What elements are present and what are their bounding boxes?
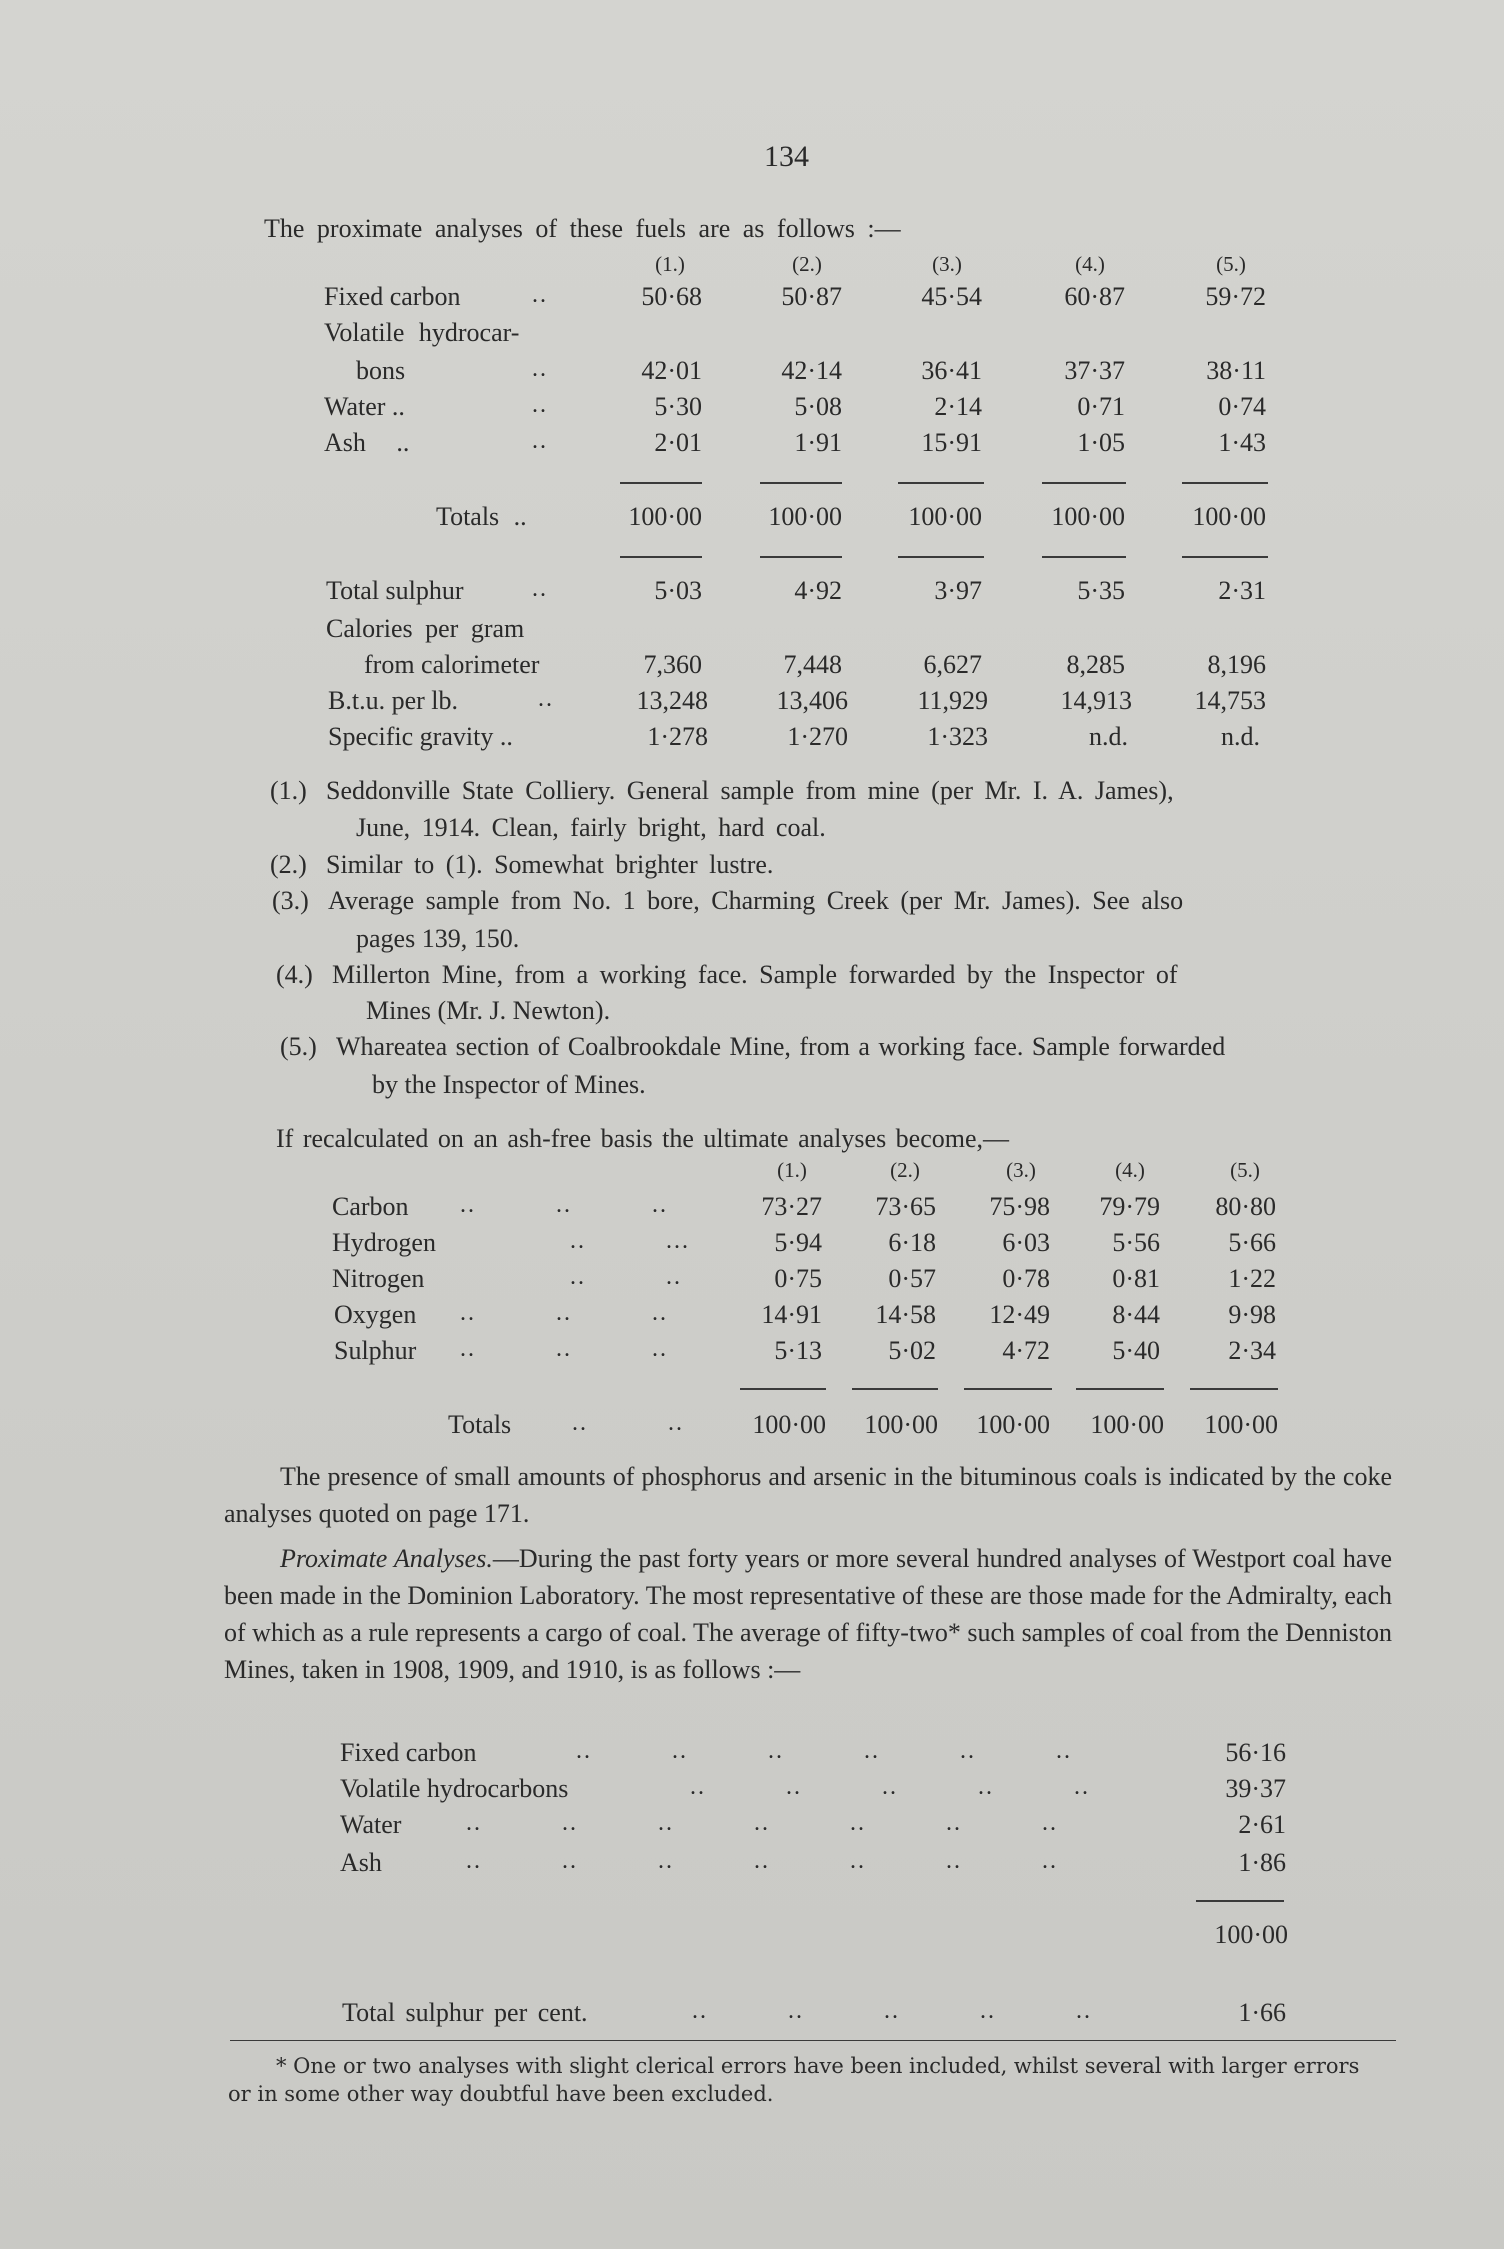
- table-cell: 0·71: [1077, 392, 1125, 421]
- row-label: Total sulphur: [326, 576, 464, 605]
- note-number: (2.): [270, 850, 307, 879]
- note-text: by the Inspector of Mines.: [372, 1070, 646, 1099]
- table-cell: 60·87: [1064, 282, 1125, 311]
- column-header: (2.): [890, 1158, 920, 1182]
- row-label: B.t.u. per lb.: [328, 686, 458, 715]
- table-cell: 42·01: [641, 356, 702, 385]
- paragraph-heading: Proximate Analyses.: [280, 1544, 493, 1573]
- column-rule: [1042, 482, 1126, 484]
- table-cell: 0·81: [1112, 1264, 1160, 1293]
- table-cell: 0·74: [1218, 392, 1266, 421]
- column-header: (3.): [1006, 1158, 1036, 1182]
- column-rule: [964, 1388, 1052, 1390]
- column-rule: [1182, 556, 1268, 558]
- table-cell: 80·80: [1215, 1192, 1276, 1221]
- column-rule: [1196, 1900, 1284, 1902]
- row-label: Total sulphur per cent.: [342, 1998, 588, 2027]
- table-cell: 13,406: [776, 686, 848, 715]
- table-cell: 37·37: [1064, 356, 1125, 385]
- table-cell: 1·270: [787, 722, 848, 751]
- leader-dots: .. .. .. .. ..: [690, 1774, 1090, 1800]
- totals-cell: 100·00: [1090, 1410, 1164, 1439]
- row-label: Carbon: [332, 1192, 409, 1221]
- page-number: 134: [764, 140, 809, 173]
- row-label: Hydrogen: [332, 1228, 436, 1257]
- note-number: (3.): [272, 886, 309, 915]
- table-cell: 8,285: [1066, 650, 1125, 679]
- leader-dots: .. .. .. .. .. .. ..: [466, 1848, 1058, 1874]
- leader-dots: ..: [532, 356, 548, 382]
- table-cell: 5·13: [774, 1336, 822, 1365]
- table-cell: n.d.: [1221, 722, 1260, 751]
- column-rule: [1190, 1388, 1278, 1390]
- column-rule: [620, 482, 702, 484]
- table-cell: 1·22: [1228, 1264, 1276, 1293]
- note-text: Seddonville State Colliery. General sample from mine (per Mr. I. A. James),: [326, 776, 1174, 805]
- table-cell: 5·40: [1112, 1336, 1160, 1365]
- column-rule: [852, 1388, 938, 1390]
- footnote-rule: [230, 2040, 1396, 2041]
- row-label: Calories per gram: [326, 614, 525, 643]
- leader-dots: ..: [532, 576, 548, 602]
- column-rule: [1182, 482, 1268, 484]
- totals-cell: 100·00: [752, 1410, 826, 1439]
- table-cell: 1·91: [794, 428, 842, 457]
- note-text: Average sample from No. 1 bore, Charming Creek (per Mr. James). See also: [328, 886, 1184, 915]
- table-cell: 7,448: [783, 650, 842, 679]
- footnote-text: * One or two analyses with slight clerical errors have been included, whilst several with larger errors: [276, 2054, 1360, 2078]
- note-text: Mines (Mr. J. Newton).: [366, 996, 611, 1025]
- table-cell: 56·16: [1225, 1738, 1286, 1767]
- table-cell: 1·86: [1238, 1848, 1286, 1877]
- table-cell: 79·79: [1099, 1192, 1160, 1221]
- table-cell: 1·66: [1238, 1998, 1286, 2027]
- totals-label: Totals: [448, 1410, 512, 1439]
- table-cell: 5·94: [774, 1228, 822, 1257]
- column-rule: [620, 556, 702, 558]
- column-header: (1.): [655, 252, 685, 276]
- table-cell: 12·49: [989, 1300, 1050, 1329]
- totals-cell: 100·00: [768, 502, 842, 531]
- column-rule: [898, 556, 984, 558]
- note-number: (4.): [276, 960, 313, 989]
- row-label: Volatile hydrocarbons: [340, 1774, 569, 1803]
- row-label: from calorimeter: [364, 650, 540, 679]
- column-header: (2.): [792, 252, 822, 276]
- note-text: June, 1914. Clean, fairly bright, hard coal.: [356, 813, 826, 842]
- note-number: (1.): [270, 776, 307, 805]
- table-cell: 4·92: [794, 576, 842, 605]
- row-label: Specific gravity ..: [328, 722, 513, 751]
- totals-cell: 100·00: [864, 1410, 938, 1439]
- table-cell: 5·56: [1112, 1228, 1160, 1257]
- note-text: Whareatea section of Coalbrookdale Mine, from a working face. Sample forwarded: [336, 1032, 1226, 1061]
- table-cell: 73·27: [761, 1192, 822, 1221]
- table-cell: 2·14: [934, 392, 982, 421]
- column-header: (3.): [932, 252, 962, 276]
- totals-cell: 100·00: [1214, 1920, 1288, 1949]
- table-cell: 14·91: [761, 1300, 822, 1329]
- totals-cell: 100·00: [908, 502, 982, 531]
- table-cell: 0·78: [1002, 1264, 1050, 1293]
- table-cell: 2·34: [1228, 1336, 1276, 1365]
- column-rule: [1042, 556, 1126, 558]
- leader-dots: .. ...: [570, 1228, 690, 1254]
- column-rule: [760, 556, 842, 558]
- table-cell: 9·98: [1228, 1300, 1276, 1329]
- leader-dots: ..: [532, 392, 548, 418]
- leader-dots: .. ..: [570, 1264, 682, 1290]
- table-cell: 0·57: [888, 1264, 936, 1293]
- table-cell: 13,248: [636, 686, 708, 715]
- table-cell: 38·11: [1206, 356, 1266, 385]
- note-text: pages 139, 150.: [356, 924, 520, 953]
- table-cell: 2·61: [1238, 1810, 1286, 1839]
- row-label: Water: [340, 1810, 402, 1839]
- table-cell: 42·14: [781, 356, 842, 385]
- leader-dots: .. .. .. .. .. ..: [576, 1738, 1072, 1764]
- table-cell: 5·35: [1077, 576, 1125, 605]
- table-cell: 5·30: [654, 392, 702, 421]
- table-cell: 73·65: [875, 1192, 936, 1221]
- leader-dots: ..: [532, 282, 548, 308]
- column-header: (5.): [1216, 252, 1246, 276]
- table-cell: 14·58: [875, 1300, 936, 1329]
- table-cell: 1·43: [1218, 428, 1266, 457]
- leader-dots: .. .. ..: [460, 1336, 668, 1362]
- column-rule: [760, 482, 842, 484]
- table-cell: 2·31: [1218, 576, 1266, 605]
- note-text: Millerton Mine, from a working face. Sample forwarded by the Inspector of: [332, 960, 1178, 989]
- table-cell: 15·91: [921, 428, 982, 457]
- leader-dots: .. .. .. .. ..: [692, 1998, 1092, 2024]
- table-cell: 45·54: [921, 282, 982, 311]
- table-cell: 14,913: [1060, 686, 1132, 715]
- leader-dots: .. ..: [572, 1410, 684, 1436]
- row-label: Fixed carbon: [324, 282, 461, 311]
- table-cell: 4·72: [1002, 1336, 1050, 1365]
- column-rule: [740, 1388, 826, 1390]
- table-cell: 1·323: [927, 722, 988, 751]
- paragraph-body: —During the past forty years or more several hundred analyses of Westport coal have been made in the Dominion Laboratory. The most representative of these are those made for the Admiralty, each of which as a rule represents a cargo of coal. The average of fifty-two* such samples of coal from the Denniston Mines, taken in 1908, 1909, and 1910, is as follows :—: [224, 1544, 1392, 1684]
- proximate-intro: The proximate analyses of these fuels are as follows :—: [264, 214, 901, 243]
- leader-dots: .. .. ..: [460, 1192, 668, 1218]
- note-text: Similar to (1). Somewhat brighter lustre.: [326, 850, 774, 879]
- table-cell: 8·44: [1112, 1300, 1160, 1329]
- table-cell: 5·03: [654, 576, 702, 605]
- column-header: (1.): [777, 1158, 807, 1182]
- ultimate-intro: If recalculated on an ash-free basis the ultimate analyses become,—: [276, 1124, 1010, 1153]
- totals-cell: 100·00: [1204, 1410, 1278, 1439]
- paragraph-proximate-analyses: [224, 1540, 1392, 1688]
- table-cell: 6·03: [1002, 1228, 1050, 1257]
- table-cell: 59·72: [1205, 282, 1266, 311]
- leader-dots: ..: [532, 428, 548, 454]
- table-cell: 14,753: [1194, 686, 1266, 715]
- column-header: (4.): [1115, 1158, 1145, 1182]
- table-cell: 7,360: [643, 650, 702, 679]
- row-label: Fixed carbon: [340, 1738, 477, 1767]
- row-label: Ash ..: [324, 428, 410, 457]
- table-cell: 36·41: [921, 356, 982, 385]
- table-cell: 6,627: [923, 650, 982, 679]
- table-cell: 5·02: [888, 1336, 936, 1365]
- paragraph-phosphorus: The presence of small amounts of phosphorus and arsenic in the bituminous coals is indicated by the coke analyses quoted on page 171.: [224, 1462, 1392, 1528]
- table-cell: 1·278: [647, 722, 708, 751]
- column-header: (4.): [1075, 252, 1105, 276]
- leader-dots: ..: [538, 686, 554, 712]
- table-cell: 3·97: [934, 576, 982, 605]
- row-label: Sulphur: [334, 1336, 417, 1365]
- totals-cell: 100·00: [1051, 502, 1125, 531]
- row-label: Volatile hydrocar-: [324, 318, 520, 347]
- row-label: bons: [356, 356, 406, 385]
- column-rule: [1076, 1388, 1164, 1390]
- table-cell: 2·01: [654, 428, 702, 457]
- table-cell: 8,196: [1207, 650, 1266, 679]
- table-cell: 5·08: [794, 392, 842, 421]
- leader-dots: .. .. .. .. .. .. ..: [466, 1810, 1058, 1836]
- note-number: (5.): [280, 1032, 317, 1061]
- table-cell: n.d.: [1089, 722, 1128, 751]
- row-label: Nitrogen: [332, 1264, 425, 1293]
- totals-label: Totals ..: [436, 502, 527, 531]
- table-cell: 50·68: [641, 282, 702, 311]
- table-cell: 11,929: [917, 686, 988, 715]
- leader-dots: .. .. ..: [460, 1300, 668, 1326]
- table-cell: 1·05: [1077, 428, 1125, 457]
- row-label: Ash: [340, 1848, 382, 1877]
- column-rule: [898, 482, 984, 484]
- column-header: (5.): [1230, 1158, 1260, 1182]
- table-cell: 0·75: [774, 1264, 822, 1293]
- table-cell: 6·18: [888, 1228, 936, 1257]
- totals-cell: 100·00: [1192, 502, 1266, 531]
- totals-cell: 100·00: [628, 502, 702, 531]
- totals-cell: 100·00: [976, 1410, 1050, 1439]
- table-cell: 75·98: [989, 1192, 1050, 1221]
- table-cell: 50·87: [781, 282, 842, 311]
- table-cell: 39·37: [1225, 1774, 1286, 1803]
- table-cell: 5·66: [1228, 1228, 1276, 1257]
- footnote-text: or in some other way doubtful have been excluded.: [228, 2082, 774, 2106]
- row-label: Water ..: [324, 392, 405, 421]
- row-label: Oxygen: [334, 1300, 417, 1329]
